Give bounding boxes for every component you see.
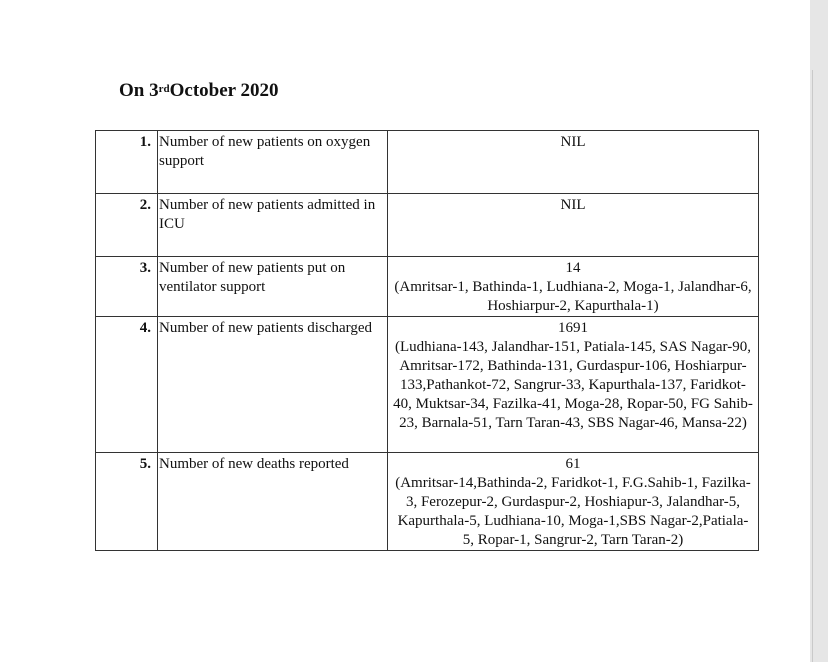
row-label: Number of new deaths reported: [158, 453, 388, 551]
row-value: 14: [565, 260, 581, 276]
row-value: NIL: [560, 197, 586, 213]
page-edge: [810, 0, 828, 662]
covid-stats-table: [95, 130, 759, 551]
title-superscript: rd: [158, 83, 170, 95]
row-value: NIL: [560, 134, 586, 150]
row-detail: (Amritsar-14,Bathinda-2, Faridkot-1, F.G.Sahib-1, Fazilka-3, Ferozepur-2, Gurdaspur-2, Hoshiapur-3, Jalandhar-5, Kapurthala-5, Ludhiana-10, Moga-1,SBS Nagar-2,Patiala-5, Ropar-1, Sangrur-2, Tarn Taran-2): [395, 475, 751, 548]
table-row: [96, 453, 759, 551]
row-number: 3.: [96, 257, 158, 317]
table-row: [96, 194, 759, 257]
row-number: 4.: [96, 317, 158, 453]
row-value-cell: [388, 194, 759, 257]
row-value-cell: [388, 257, 759, 317]
title-suffix: October 2020: [169, 80, 279, 101]
row-detail: (Ludhiana-143, Jalandhar-151, Patiala-145, SAS Nagar-90, Amritsar-172, Bathinda-131, Gurdaspur-106, Hoshiarpur-133,Pathankot-72, Sangrur-33, Kapurthala-137, Faridkot-40, Muktsar-34, Fazilka-41, Moga-28, Ropar-50, FG Sahib-23, Barnala-51, Tarn Taran-43, SBS Nagar-46, Mansa-22): [393, 339, 753, 431]
row-label: Number of new patients admitted in ICU: [158, 194, 388, 257]
page-title: [119, 78, 279, 104]
row-label: Number of new patients discharged: [158, 317, 388, 453]
table-row: [96, 131, 759, 194]
row-value-cell: [388, 131, 759, 194]
title-prefix: On 3: [119, 80, 159, 101]
row-number: 5.: [96, 453, 158, 551]
table-row: [96, 257, 759, 317]
divider: [812, 70, 813, 662]
row-value: 61: [565, 456, 581, 472]
row-value-cell: [388, 453, 759, 551]
row-label: Number of new patients on oxygen support: [158, 131, 388, 194]
row-number: 1.: [96, 131, 158, 194]
row-value-cell: [388, 317, 759, 453]
row-number: 2.: [96, 194, 158, 257]
row-label: Number of new patients put on ventilator support: [158, 257, 388, 317]
table-row: [96, 317, 759, 453]
row-value: 1691: [558, 320, 588, 336]
row-detail: (Amritsar-1, Bathinda-1, Ludhiana-2, Moga-1, Jalandhar-6, Hoshiarpur-2, Kapurthala-1): [394, 279, 752, 314]
